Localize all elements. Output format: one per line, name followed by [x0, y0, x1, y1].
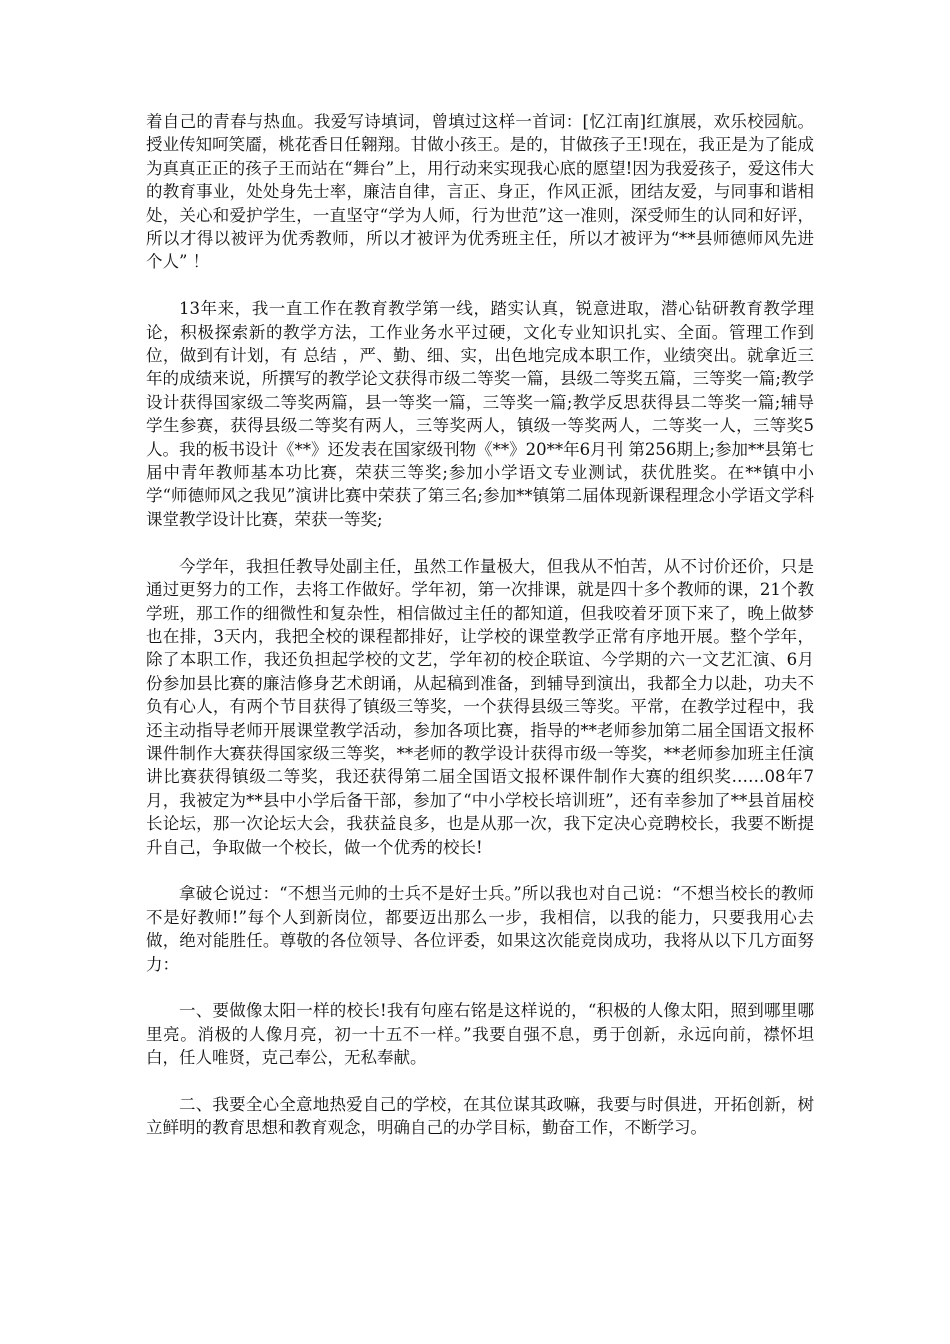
paragraph-this-year: 今学年，我担任教导处副主任，虽然工作量极大，但我从不怕苦，从不讨价还价，只是通过更努力的工作，去将工作做好。学年初，第一次排课，就是四十多个教师的课，21个教学班，那工作的细微性和复杂性，相信做过主任的都知道，但我咬着牙顶下来了，晚上做梦也在排，3天内，我把全校的课程都排好，让学校的课堂教学正常有序地开展。整个学年，除了本职工作，我还负担起学校的文艺，学年初的校企联谊、今学期的六一文艺汇演、6月份参加县比赛的廉洁修身艺术朗诵，从起稿到准备，到辅导到演出，我都全力以赴，功夫不负有心人，有两个节目获得了镇级三等奖，一个获得县级三等奖。平常，在教学过程中，我还主动指导老师开展课堂教学活动，参加各项比赛，指导的**老师参加第二届全国语文报杯课件制作大赛获得国家级三等奖，**老师的教学设计获得市级一等奖，**老师参加班主任演讲比赛获得镇级二等奖，我还获得第二届全国语文报杯课件制作大赛的组织奖……08年7月，我被定为**县中小学后备干部，参加了“中小学校长培训班”，还有幸参加了**县首届校长论坛，那一次论坛大会，我获益良多，也是从那一次，我下定决心竞聘校长，我要不断提升自己，争取做一个校长，做一个优秀的校长! — [146, 556, 814, 857]
paragraph-achievements: 13年来，我一直工作在教育教学第一线，踏实认真，锐意进取，潜心钻研教育教学理论，积极探索新的教学方法，工作业务水平过硬，文化专业知识扎实、全面。管理工作到位，做到有计划，有 总结 ，严、勤、细、实，出色地完成本职工作，业绩突出。就拿近三年的成绩来说，所撰写的教学论文获得市级二等奖一篇，县级二等奖五篇，三等奖一篇;教学设计获得国家级二等奖两篇，县一等奖一篇，三等奖一篇;教学反思获得县二等奖一篇;辅导学生参赛，获得县级二等奖有两人，三等奖两人，镇级一等奖两人，二等奖一人，三等奖5人。我的板书设计《**》还发表在国家级刊物《**》20**年6月刊 第256期上;参加**县第七届中青年教师基本功比赛，荣获三等奖;参加小学语文专业测试，获优胜奖。在**镇中小学“师德师风之我见”演讲比赛中荣获了第三名;参加**镇第二届体现新课程理念小学语文学科课堂教学设计比赛，荣获一等奖; — [146, 299, 814, 529]
document-page — [146, 110, 814, 1163]
paragraph-point-one: 一、要做像太阳一样的校长!我有句座右铭是这样说的，“积极的人像太阳，照到哪里哪里亮。消极的人像月亮，初一十五不一样。”我要自强不息，勇于创新，永远向前，襟怀坦白，任人唯贤，克己奉公，无私奉献。 — [146, 1001, 814, 1068]
paragraph-point-two: 二、我要全心全意地热爱自己的学校，在其位谋其政嘛，我要与时俱进，开拓创新，树立鲜明的教育思想和教育观念，明确自己的办学目标，勤奋工作，不断学习。 — [146, 1094, 814, 1138]
paragraph-napoleon-quote: 拿破仑说过：“不想当元帅的士兵不是好士兵。”所以我也对自己说：“不想当校长的教师不是好教师!”每个人到新岗位，都要迈出那么一步，我相信，以我的能力，只要我用心去做，绝对能胜任。尊敬的各位领导、各位评委，如果这次能竞岗成功，我将从以下几方面努力： — [146, 884, 814, 974]
paragraph-continuation: 着自己的青春与热血。我爱写诗填词，曾填过这样一首词：[忆江南]红旗展，欢乐校园航。授业传知呵笑靥，桃花香日任翱翔。甘做小孩王。是的，甘做孩子王!现在，我正是为了能成为真真正正的孩子王而站在“舞台”上，用行动来实现我心底的愿望!因为我爱孩子，爱这伟大的教育事业，处处身先士率，廉洁自律，言正、身正，作风正派，团结友爱，与同事和谐相处，关心和爱护学生，一直坚守“学为人师，行为世范”这一准则，深受师生的认同和好评，所以才得以被评为优秀教师，所以才被评为优秀班主任，所以才被评为“**县师德师风先进个人” ！ — [146, 112, 814, 272]
